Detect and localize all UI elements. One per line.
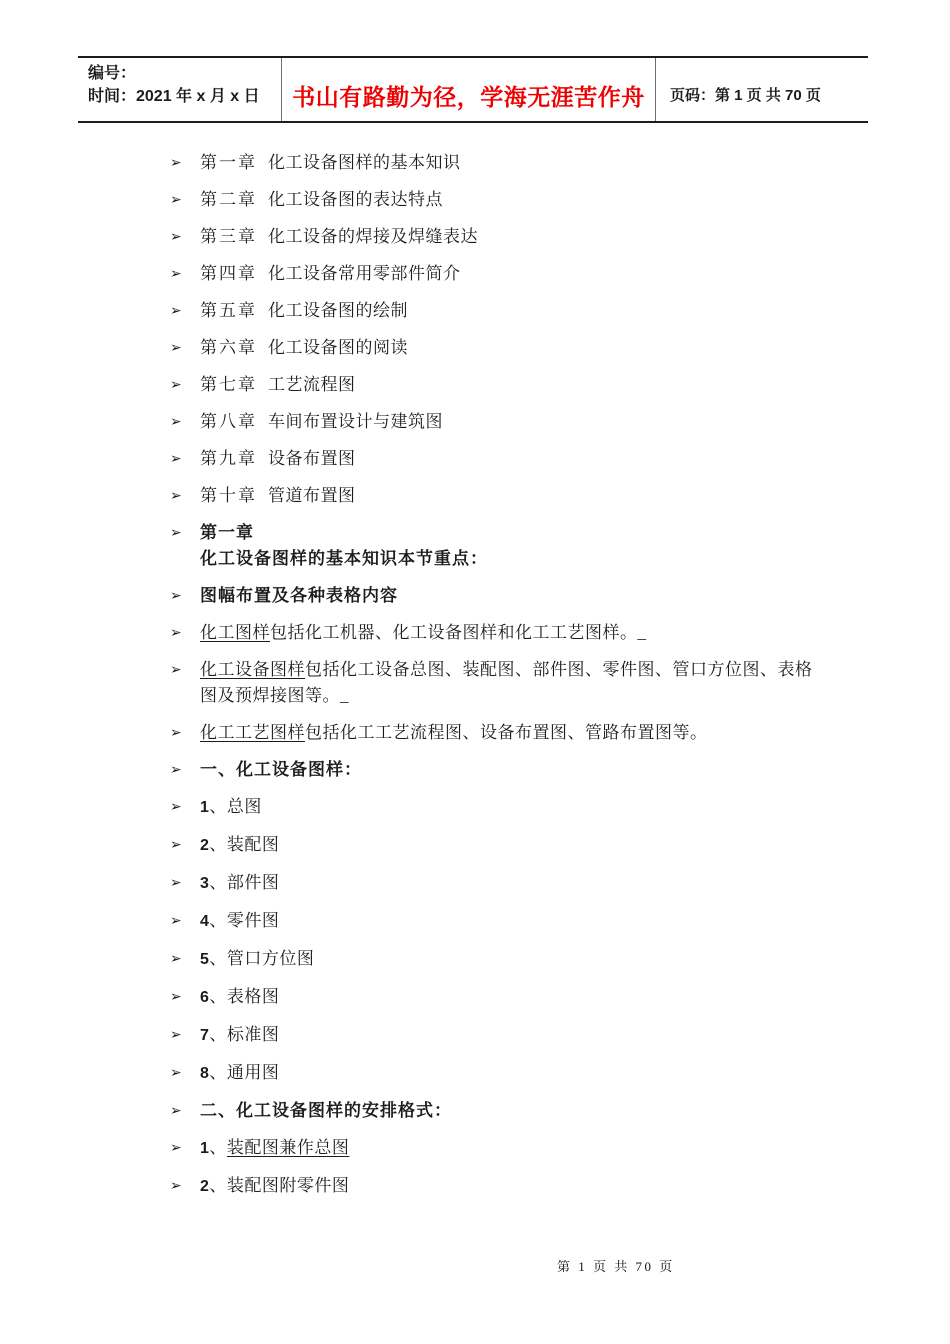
text-segment: 化工设备图的绘制 bbox=[268, 301, 408, 320]
text-segment: 1 bbox=[200, 1140, 210, 1157]
list-item bbox=[170, 657, 850, 709]
text-segment: 、表格图 bbox=[209, 987, 280, 1006]
list-item bbox=[170, 757, 850, 783]
text-segment: 化工设备图样的基本知识 bbox=[268, 153, 461, 172]
list-item-text bbox=[200, 1060, 828, 1087]
underlined-term: 化工工艺图样 bbox=[200, 723, 305, 742]
list-item-text bbox=[200, 1135, 828, 1162]
text-segment: 一、化工设备图样： bbox=[200, 760, 362, 779]
arrowhead-bullet-icon: ➢ bbox=[170, 875, 182, 891]
list-item-text bbox=[200, 757, 828, 783]
text-segment: 化工设备图的阅读 bbox=[268, 338, 408, 357]
list-item bbox=[170, 583, 850, 609]
list-item-text bbox=[200, 1022, 828, 1049]
list-item-text bbox=[200, 187, 828, 213]
arrowhead-bullet-icon: ➢ bbox=[170, 799, 182, 815]
list-item bbox=[170, 483, 850, 509]
list-item-text bbox=[200, 984, 828, 1011]
list-item bbox=[170, 187, 850, 213]
arrowhead-bullet-icon: ➢ bbox=[170, 762, 182, 778]
arrowhead-bullet-icon: ➢ bbox=[170, 192, 182, 208]
list-item-text bbox=[200, 946, 828, 973]
arrowhead-bullet-icon: ➢ bbox=[170, 588, 182, 604]
text-segment: 、装配图 bbox=[209, 835, 280, 854]
arrowhead-bullet-icon: ➢ bbox=[170, 1103, 182, 1119]
list-item bbox=[170, 1173, 850, 1200]
list-item bbox=[170, 1022, 850, 1049]
list-item-text bbox=[200, 483, 828, 509]
arrowhead-bullet-icon: ➢ bbox=[170, 1065, 182, 1081]
header-table bbox=[78, 56, 868, 123]
text-segment: 、装配图附零件图 bbox=[209, 1176, 350, 1195]
text-segment: 图幅布置及各种表格内容 bbox=[200, 586, 398, 605]
arrowhead-bullet-icon: ➢ bbox=[170, 837, 182, 853]
chapter-label: 第三章 bbox=[200, 227, 257, 246]
list-item bbox=[170, 870, 850, 897]
list-item-text bbox=[200, 372, 828, 398]
list-item bbox=[170, 261, 850, 287]
chapter-label: 第一章 bbox=[200, 153, 257, 172]
list-item-text bbox=[200, 620, 828, 646]
text-segment: 包括化工机器、化工设备图样和化工工艺图样。 bbox=[270, 623, 638, 642]
text-segment: 化工设备图样的基本知识本节重点： bbox=[200, 549, 488, 568]
list-item-text bbox=[200, 908, 828, 935]
arrowhead-bullet-icon: ➢ bbox=[170, 377, 182, 393]
list-item-text bbox=[200, 335, 828, 361]
chapter-label: 第七章 bbox=[200, 375, 257, 394]
arrowhead-bullet-icon: ➢ bbox=[170, 989, 182, 1005]
list-item bbox=[170, 1060, 850, 1087]
chapter-label: 第六章 bbox=[200, 338, 257, 357]
chapter-label: 第四章 bbox=[200, 264, 257, 283]
text-segment: 化工设备图的表达特点 bbox=[268, 190, 443, 209]
arrowhead-bullet-icon: ➢ bbox=[170, 725, 182, 741]
header-cell-meta bbox=[78, 58, 281, 121]
text-segment: 包括化工工艺流程图、设备布置图、管路布置图等。 bbox=[305, 723, 708, 742]
list-item bbox=[170, 335, 850, 361]
list-item bbox=[170, 720, 850, 746]
text-segment: 8 bbox=[200, 1065, 210, 1082]
doc-date-label: 时间：2021 年 x 月 x 日 bbox=[88, 88, 260, 105]
text-segment: 二、化工设备图样的安排格式： bbox=[200, 1101, 452, 1120]
list-item-text bbox=[200, 520, 828, 572]
list-item-text bbox=[200, 446, 828, 472]
list-item bbox=[170, 832, 850, 859]
text-segment: 7 bbox=[200, 1027, 210, 1044]
text-segment: 、管口方位图 bbox=[209, 949, 315, 968]
list-item bbox=[170, 946, 850, 973]
list-item bbox=[170, 620, 850, 646]
list-item-text bbox=[200, 832, 828, 859]
chapter-label: 第十章 bbox=[200, 486, 257, 505]
chapter-label: 第九章 bbox=[200, 449, 257, 468]
arrowhead-bullet-icon: ➢ bbox=[170, 951, 182, 967]
underlined-term: 装配图兼作总图 bbox=[226, 1138, 350, 1157]
arrowhead-bullet-icon: ➢ bbox=[170, 525, 182, 541]
list-item-text bbox=[200, 150, 828, 176]
header-cell-page-number bbox=[656, 58, 868, 121]
arrowhead-bullet-icon: ➢ bbox=[170, 1178, 182, 1194]
text-segment: 2 bbox=[200, 1178, 210, 1195]
list-item-text bbox=[200, 657, 828, 709]
list-item-text bbox=[200, 261, 828, 287]
list-item bbox=[170, 224, 850, 250]
list-item-text bbox=[200, 870, 828, 897]
text-segment: _ bbox=[637, 623, 647, 642]
list-item bbox=[170, 150, 850, 176]
arrowhead-bullet-icon: ➢ bbox=[170, 155, 182, 171]
arrowhead-bullet-icon: ➢ bbox=[170, 488, 182, 504]
arrowhead-bullet-icon: ➢ bbox=[170, 451, 182, 467]
chapter-label: 第五章 bbox=[200, 301, 257, 320]
list-item-text bbox=[200, 298, 828, 324]
arrowhead-bullet-icon: ➢ bbox=[170, 662, 182, 678]
text-segment: 、 bbox=[209, 1138, 227, 1157]
arrowhead-bullet-icon: ➢ bbox=[170, 303, 182, 319]
list-item-text bbox=[200, 720, 828, 746]
text-segment: _ bbox=[340, 686, 349, 705]
text-segment: 管道布置图 bbox=[268, 486, 356, 505]
list-item-text bbox=[200, 409, 828, 435]
arrowhead-bullet-icon: ➢ bbox=[170, 625, 182, 641]
list-item-text bbox=[200, 794, 828, 821]
arrowhead-bullet-icon: ➢ bbox=[170, 414, 182, 430]
text-segment: 车间布置设计与建筑图 bbox=[268, 412, 443, 431]
arrowhead-bullet-icon: ➢ bbox=[170, 1140, 182, 1156]
text-segment: 、通用图 bbox=[209, 1063, 280, 1082]
text-segment: 化工设备常用零部件简介 bbox=[268, 264, 461, 283]
text-segment: 、标准图 bbox=[209, 1025, 280, 1044]
arrowhead-bullet-icon: ➢ bbox=[170, 266, 182, 282]
arrowhead-bullet-icon: ➢ bbox=[170, 913, 182, 929]
chapter-label: 第二章 bbox=[200, 190, 257, 209]
underlined-term: 化工设备图样 bbox=[200, 660, 305, 679]
text-segment: 5 bbox=[200, 951, 210, 968]
text-segment: 2 bbox=[200, 837, 210, 854]
underlined-term: 化工图样 bbox=[200, 623, 270, 642]
text-segment: 工艺流程图 bbox=[268, 375, 356, 394]
arrowhead-bullet-icon: ➢ bbox=[170, 1027, 182, 1043]
list-item-text bbox=[200, 224, 828, 250]
list-item-text bbox=[200, 1098, 828, 1124]
list-item bbox=[170, 520, 850, 572]
text-segment: 、部件图 bbox=[209, 873, 280, 892]
list-item bbox=[170, 446, 850, 472]
arrowhead-bullet-icon: ➢ bbox=[170, 229, 182, 245]
list-item bbox=[170, 794, 850, 821]
list-item bbox=[170, 984, 850, 1011]
doc-number-label: 编号： bbox=[88, 65, 137, 82]
text-segment: 3 bbox=[200, 875, 210, 892]
header-cell-motto bbox=[281, 58, 656, 121]
text-segment: 化工设备的焊接及焊缝表达 bbox=[268, 227, 478, 246]
list-item bbox=[170, 409, 850, 435]
chapter-label: 第八章 bbox=[200, 412, 257, 431]
list-item bbox=[170, 372, 850, 398]
list-item bbox=[170, 908, 850, 935]
list-item bbox=[170, 1135, 850, 1162]
motto-text: 书山有路勤为径，学海无涯苦作舟 bbox=[292, 85, 645, 110]
arrowhead-bullet-icon: ➢ bbox=[170, 340, 182, 356]
page-footer-text: 第 1 页 共 70 页 bbox=[557, 1259, 675, 1274]
text-segment: 4 bbox=[200, 913, 210, 930]
page-number-label: 页码：第 1 页 共 70 页 bbox=[670, 87, 821, 104]
list-item-text bbox=[200, 1173, 828, 1200]
text-segment: 包括化工设备总图、装配图、部件图、零件图、管口方位图、表格图及预焊接图等。 bbox=[200, 660, 813, 705]
text-segment: 1 bbox=[200, 799, 210, 816]
text-segment: 6 bbox=[200, 989, 210, 1006]
text-segment: 第一章 bbox=[200, 523, 254, 542]
list-item bbox=[170, 1098, 850, 1124]
text-segment: 、零件图 bbox=[209, 911, 280, 930]
text-segment: 设备布置图 bbox=[268, 449, 356, 468]
bullet-list bbox=[170, 150, 850, 1211]
list-item-text bbox=[200, 583, 828, 609]
list-item bbox=[170, 298, 850, 324]
text-segment: 、总图 bbox=[209, 797, 262, 816]
